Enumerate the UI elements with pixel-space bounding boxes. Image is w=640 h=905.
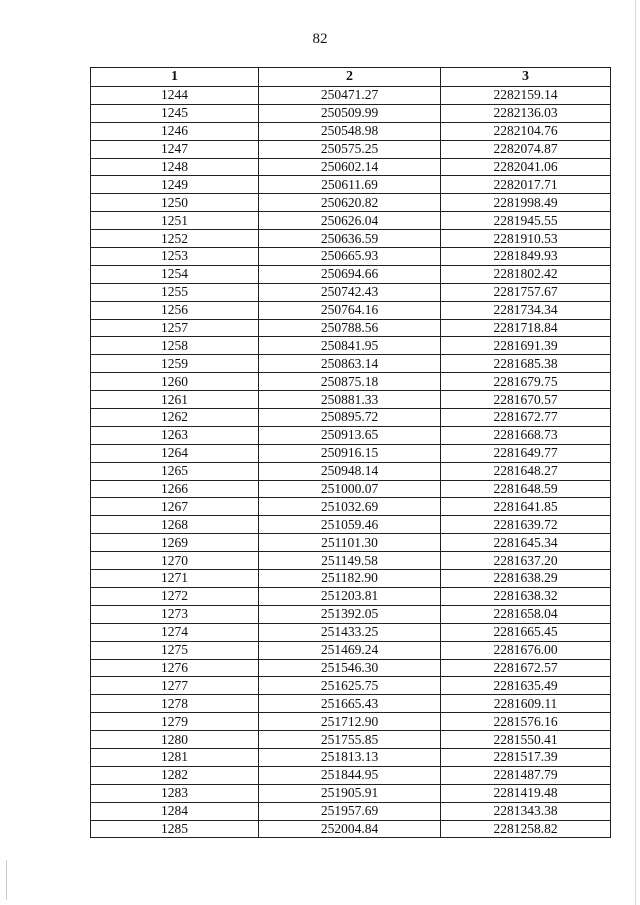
point-number-cell: 1274 — [91, 623, 259, 641]
point-number-cell: 1282 — [91, 766, 259, 784]
x-coordinate-cell: 250509.99 — [259, 104, 441, 122]
y-coordinate-cell: 2281649.77 — [441, 444, 611, 462]
y-coordinate-cell: 2281648.59 — [441, 480, 611, 498]
table-row — [91, 337, 611, 355]
y-coordinate-cell: 2281648.27 — [441, 462, 611, 480]
x-coordinate-cell: 250881.33 — [259, 391, 441, 409]
point-number-cell: 1280 — [91, 731, 259, 749]
table-row — [91, 623, 611, 641]
table-row — [91, 265, 611, 283]
table-row — [91, 301, 611, 319]
point-number-cell: 1281 — [91, 748, 259, 766]
y-coordinate-cell: 2281802.42 — [441, 265, 611, 283]
y-coordinate-cell: 2281668.73 — [441, 426, 611, 444]
point-number-cell: 1273 — [91, 605, 259, 623]
column-header-2: 2 — [259, 68, 441, 87]
table-row — [91, 176, 611, 194]
y-coordinate-cell: 2281691.39 — [441, 337, 611, 355]
x-coordinate-cell: 252004.84 — [259, 820, 441, 838]
table-row — [91, 534, 611, 552]
point-number-cell: 1278 — [91, 695, 259, 713]
x-coordinate-cell: 250471.27 — [259, 87, 441, 105]
x-coordinate-cell: 250602.14 — [259, 158, 441, 176]
x-coordinate-cell: 250626.04 — [259, 212, 441, 230]
x-coordinate-cell: 250916.15 — [259, 444, 441, 462]
point-number-cell: 1285 — [91, 820, 259, 838]
x-coordinate-cell: 251182.90 — [259, 570, 441, 588]
y-coordinate-cell: 2281670.57 — [441, 391, 611, 409]
point-number-cell: 1247 — [91, 140, 259, 158]
y-coordinate-cell: 2281637.20 — [441, 552, 611, 570]
x-coordinate-cell: 250875.18 — [259, 373, 441, 391]
point-number-cell: 1265 — [91, 462, 259, 480]
x-coordinate-cell: 251149.58 — [259, 552, 441, 570]
point-number-cell: 1253 — [91, 248, 259, 266]
point-number-cell: 1262 — [91, 409, 259, 427]
x-coordinate-cell: 251712.90 — [259, 713, 441, 731]
x-coordinate-cell: 251101.30 — [259, 534, 441, 552]
table-row — [91, 319, 611, 337]
point-number-cell: 1268 — [91, 516, 259, 534]
point-number-cell: 1251 — [91, 212, 259, 230]
point-number-cell: 1260 — [91, 373, 259, 391]
y-coordinate-cell: 2282017.71 — [441, 176, 611, 194]
y-coordinate-cell: 2281685.38 — [441, 355, 611, 373]
x-coordinate-cell: 250636.59 — [259, 230, 441, 248]
y-coordinate-cell: 2281676.00 — [441, 641, 611, 659]
table-row — [91, 391, 611, 409]
x-coordinate-cell: 250548.98 — [259, 122, 441, 140]
x-coordinate-cell: 250788.56 — [259, 319, 441, 337]
point-number-cell: 1283 — [91, 784, 259, 802]
x-coordinate-cell: 250764.16 — [259, 301, 441, 319]
y-coordinate-cell: 2281638.32 — [441, 587, 611, 605]
table-row — [91, 355, 611, 373]
table-row — [91, 802, 611, 820]
table-row — [91, 248, 611, 266]
table-row — [91, 784, 611, 802]
y-coordinate-cell: 2281419.48 — [441, 784, 611, 802]
table-row — [91, 230, 611, 248]
x-coordinate-cell: 251433.25 — [259, 623, 441, 641]
table-row — [91, 641, 611, 659]
y-coordinate-cell: 2281679.75 — [441, 373, 611, 391]
table-row — [91, 713, 611, 731]
y-coordinate-cell: 2281641.85 — [441, 498, 611, 516]
column-header-3: 3 — [441, 68, 611, 87]
point-number-cell: 1249 — [91, 176, 259, 194]
y-coordinate-cell: 2281849.93 — [441, 248, 611, 266]
y-coordinate-cell: 2282136.03 — [441, 104, 611, 122]
table-row — [91, 87, 611, 105]
table-row — [91, 516, 611, 534]
y-coordinate-cell: 2281635.49 — [441, 677, 611, 695]
table-row — [91, 498, 611, 516]
x-coordinate-cell: 251755.85 — [259, 731, 441, 749]
y-coordinate-cell: 2281672.57 — [441, 659, 611, 677]
y-coordinate-cell: 2281658.04 — [441, 605, 611, 623]
y-coordinate-cell: 2281343.38 — [441, 802, 611, 820]
scan-edge-line — [635, 0, 636, 905]
x-coordinate-cell: 250694.66 — [259, 265, 441, 283]
scan-mark — [6, 860, 7, 900]
point-number-cell: 1259 — [91, 355, 259, 373]
point-number-cell: 1279 — [91, 713, 259, 731]
table-row — [91, 766, 611, 784]
y-coordinate-cell: 2281910.53 — [441, 230, 611, 248]
x-coordinate-cell: 251844.95 — [259, 766, 441, 784]
point-number-cell: 1263 — [91, 426, 259, 444]
x-coordinate-cell: 251625.75 — [259, 677, 441, 695]
point-number-cell: 1257 — [91, 319, 259, 337]
table-row — [91, 158, 611, 176]
table-row — [91, 409, 611, 427]
y-coordinate-cell: 2281609.11 — [441, 695, 611, 713]
x-coordinate-cell: 251203.81 — [259, 587, 441, 605]
table-row — [91, 748, 611, 766]
table-row — [91, 552, 611, 570]
x-coordinate-cell: 251469.24 — [259, 641, 441, 659]
point-number-cell: 1252 — [91, 230, 259, 248]
table-row — [91, 462, 611, 480]
x-coordinate-cell: 250841.95 — [259, 337, 441, 355]
y-coordinate-cell: 2281718.84 — [441, 319, 611, 337]
point-number-cell: 1256 — [91, 301, 259, 319]
table-row — [91, 140, 611, 158]
point-number-cell: 1277 — [91, 677, 259, 695]
table-row — [91, 194, 611, 212]
y-coordinate-cell: 2281487.79 — [441, 766, 611, 784]
point-number-cell: 1264 — [91, 444, 259, 462]
table-row — [91, 587, 611, 605]
x-coordinate-cell: 251546.30 — [259, 659, 441, 677]
table-row — [91, 731, 611, 749]
coordinates-table — [90, 67, 611, 838]
y-coordinate-cell: 2281258.82 — [441, 820, 611, 838]
point-number-cell: 1246 — [91, 122, 259, 140]
table-row — [91, 373, 611, 391]
table-row — [91, 104, 611, 122]
point-number-cell: 1284 — [91, 802, 259, 820]
table-row — [91, 570, 611, 588]
y-coordinate-cell: 2281645.34 — [441, 534, 611, 552]
table-row — [91, 605, 611, 623]
x-coordinate-cell: 250742.43 — [259, 283, 441, 301]
point-number-cell: 1275 — [91, 641, 259, 659]
point-number-cell: 1254 — [91, 265, 259, 283]
x-coordinate-cell: 251813.13 — [259, 748, 441, 766]
y-coordinate-cell: 2281998.49 — [441, 194, 611, 212]
x-coordinate-cell: 250665.93 — [259, 248, 441, 266]
point-number-cell: 1271 — [91, 570, 259, 588]
table-body — [91, 87, 611, 838]
x-coordinate-cell: 250611.69 — [259, 176, 441, 194]
y-coordinate-cell: 2282104.76 — [441, 122, 611, 140]
point-number-cell: 1261 — [91, 391, 259, 409]
point-number-cell: 1255 — [91, 283, 259, 301]
x-coordinate-cell: 251665.43 — [259, 695, 441, 713]
y-coordinate-cell: 2281639.72 — [441, 516, 611, 534]
point-number-cell: 1245 — [91, 104, 259, 122]
y-coordinate-cell: 2281517.39 — [441, 748, 611, 766]
x-coordinate-cell: 250575.25 — [259, 140, 441, 158]
page-number: 82 — [312, 31, 328, 47]
y-coordinate-cell: 2282074.87 — [441, 140, 611, 158]
table-row — [91, 695, 611, 713]
y-coordinate-cell: 2281945.55 — [441, 212, 611, 230]
point-number-cell: 1250 — [91, 194, 259, 212]
table-row — [91, 444, 611, 462]
x-coordinate-cell: 250620.82 — [259, 194, 441, 212]
point-number-cell: 1244 — [91, 87, 259, 105]
y-coordinate-cell: 2281665.45 — [441, 623, 611, 641]
y-coordinate-cell: 2281550.41 — [441, 731, 611, 749]
x-coordinate-cell: 251392.05 — [259, 605, 441, 623]
x-coordinate-cell: 251905.91 — [259, 784, 441, 802]
table-row — [91, 283, 611, 301]
table-row — [91, 122, 611, 140]
point-number-cell: 1267 — [91, 498, 259, 516]
x-coordinate-cell: 251957.69 — [259, 802, 441, 820]
table-row — [91, 820, 611, 838]
point-number-cell: 1272 — [91, 587, 259, 605]
point-number-cell: 1269 — [91, 534, 259, 552]
x-coordinate-cell: 250913.65 — [259, 426, 441, 444]
table-row — [91, 659, 611, 677]
table-row — [91, 677, 611, 695]
y-coordinate-cell: 2281638.29 — [441, 570, 611, 588]
y-coordinate-cell: 2281757.67 — [441, 283, 611, 301]
y-coordinate-cell: 2282041.06 — [441, 158, 611, 176]
table-row — [91, 426, 611, 444]
y-coordinate-cell: 2281734.34 — [441, 301, 611, 319]
x-coordinate-cell: 251059.46 — [259, 516, 441, 534]
column-header-1: 1 — [91, 68, 259, 87]
y-coordinate-cell: 2282159.14 — [441, 87, 611, 105]
point-number-cell: 1248 — [91, 158, 259, 176]
point-number-cell: 1270 — [91, 552, 259, 570]
y-coordinate-cell: 2281672.77 — [441, 409, 611, 427]
point-number-cell: 1266 — [91, 480, 259, 498]
table-row — [91, 212, 611, 230]
x-coordinate-cell: 251000.07 — [259, 480, 441, 498]
x-coordinate-cell: 250948.14 — [259, 462, 441, 480]
x-coordinate-cell: 250863.14 — [259, 355, 441, 373]
x-coordinate-cell: 251032.69 — [259, 498, 441, 516]
y-coordinate-cell: 2281576.16 — [441, 713, 611, 731]
point-number-cell: 1276 — [91, 659, 259, 677]
table-row — [91, 480, 611, 498]
table-header-row — [91, 68, 611, 87]
point-number-cell: 1258 — [91, 337, 259, 355]
x-coordinate-cell: 250895.72 — [259, 409, 441, 427]
